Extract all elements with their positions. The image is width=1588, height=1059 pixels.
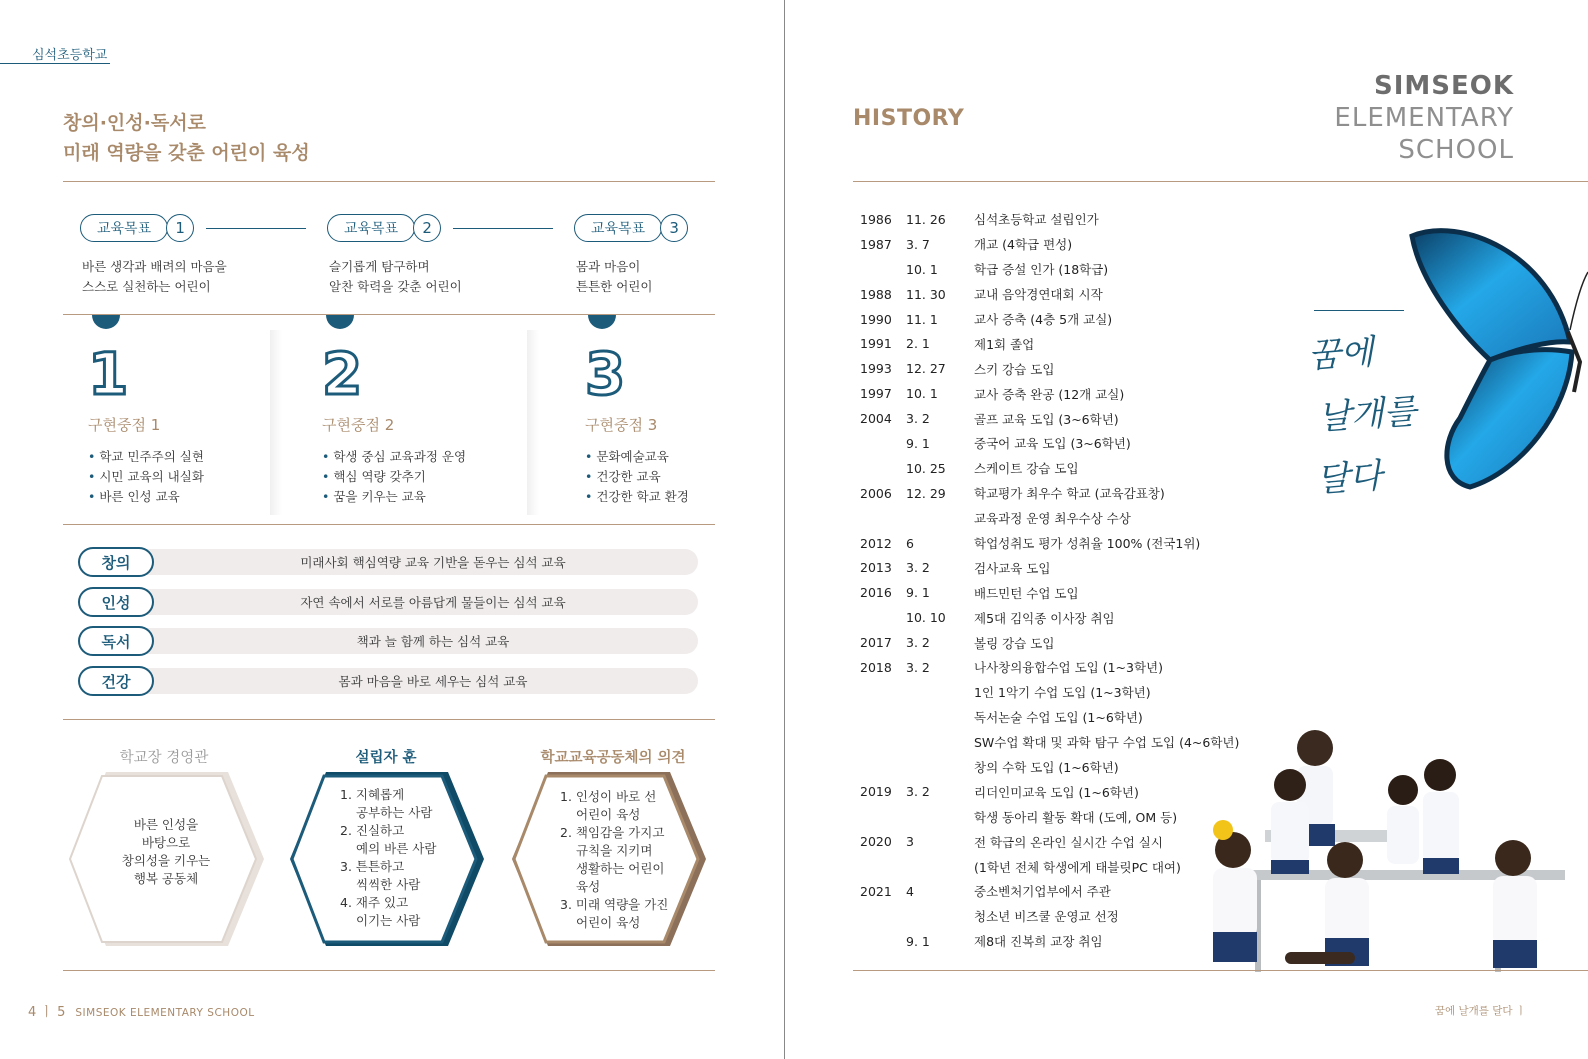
footer-left	[28, 1001, 255, 1020]
value-reading	[78, 626, 698, 656]
goal-text-line: 알찬 학력을 갖춘 어린이	[329, 279, 462, 294]
slogan	[1306, 319, 1423, 512]
timeline-event: 골프 교육 도입 (3~6학년)	[974, 411, 1119, 427]
hex-text-community	[560, 788, 700, 932]
hex-line: 4. 재주 있고	[340, 895, 409, 910]
impl-number: 2	[322, 340, 363, 408]
impl-item: • 시민 교육의 내실화	[88, 467, 308, 487]
timeline-event: 나사창의융합수업 도입 (1~3학년)	[974, 660, 1163, 676]
timeline-row	[860, 356, 1320, 381]
timeline-year: 2012	[860, 535, 892, 551]
hex-text-principal	[98, 816, 234, 888]
timeline-row	[860, 456, 1320, 481]
hex-line: 바른 인성을	[133, 817, 199, 832]
timeline-row	[860, 630, 1320, 655]
timeline-year: 2006	[860, 485, 892, 501]
timeline-event: 청소년 비즈쿨 운영교 선정	[974, 909, 1119, 925]
footer-school-name: SIMSEOK ELEMENTARY SCHOOL	[75, 1007, 255, 1019]
timeline-date: 11. 26	[906, 211, 946, 227]
brand-line: SCHOOL	[1398, 135, 1514, 165]
timeline-event: 학업성취도 평가 성취율 100% (전국1위)	[974, 536, 1201, 552]
value-key: 독서	[78, 626, 154, 656]
timeline-event: 교육과정 운영 최우수상 수상	[974, 511, 1131, 527]
timeline-date: 12. 27	[906, 361, 946, 377]
timeline-row	[860, 531, 1320, 556]
timeline-year: 2021	[860, 883, 892, 899]
hex-line: 예의 바른 사람	[356, 841, 437, 856]
goal-text-line: 바른 생각과 배려의 마음을	[82, 259, 227, 274]
slogan-line: 꿈에	[1306, 332, 1375, 377]
students-photo	[1195, 720, 1575, 972]
mission-statement	[63, 108, 310, 168]
timeline-date: 12. 29	[906, 485, 946, 501]
hex-line: 어린이 육성	[576, 807, 641, 822]
goal-2	[327, 213, 577, 297]
hex-line: 1. 인성이 바로 선	[560, 789, 657, 804]
value-key: 인성	[78, 587, 154, 617]
timeline-row	[860, 431, 1320, 456]
marker-dot	[92, 315, 120, 329]
timeline-date: 10. 1	[906, 386, 938, 402]
impl-title: 구현중점 3	[585, 416, 658, 434]
timeline-row	[860, 207, 1320, 232]
hex-line: 2. 책임감을 가지고	[560, 825, 665, 840]
value-character	[78, 587, 698, 617]
mission-line-1: 창의·인성·독서로	[63, 112, 206, 134]
timeline-year: 1991	[860, 336, 892, 352]
timeline-date: 3. 2	[906, 635, 930, 651]
impl-item: • 문화예술교육	[585, 447, 805, 467]
hex-line: 생활하는 어린이	[576, 861, 665, 876]
divider	[63, 181, 715, 182]
timeline-event: 교사 증축 (4층 5개 교실)	[974, 312, 1113, 327]
implementation-2	[322, 342, 542, 507]
goal-text-line: 스스로 실천하는 어린이	[82, 279, 211, 294]
goal-label: 교육목표	[574, 214, 662, 242]
timeline-row	[860, 381, 1320, 406]
divider	[63, 970, 715, 971]
marker-dot	[588, 315, 616, 329]
goal-number: 2	[413, 214, 441, 242]
value-desc: 자연 속에서 서로를 아름답게 물들이는 심석 교육	[108, 589, 698, 615]
timeline-event: 독서논술 수업 도입 (1~6학년)	[974, 710, 1143, 726]
hex-title-community: 학교교육공동체의 의견	[540, 750, 686, 766]
timeline-year: 1997	[860, 386, 892, 402]
timeline-event: 제1회 졸업	[974, 336, 1035, 352]
brand-block	[1334, 70, 1514, 166]
timeline-event: 개교 (4학급 편성)	[974, 237, 1073, 253]
hex-line: 육성	[576, 879, 601, 894]
timeline-year: 1986	[860, 211, 892, 227]
goal-text-line: 슬기롭게 탐구하며	[329, 259, 430, 274]
timeline-row	[860, 555, 1320, 580]
timeline-row	[860, 481, 1320, 506]
page-numbers: 4 ㅣ 5	[28, 1005, 66, 1020]
timeline-event: (1학년 전체 학생에게 태블릿PC 대여)	[974, 859, 1181, 875]
implementation-1	[88, 342, 308, 507]
timeline-date: 9. 1	[906, 933, 930, 949]
impl-item: • 꿈을 키우는 교육	[322, 487, 542, 507]
timeline-row	[860, 257, 1320, 282]
hex-text-founder	[340, 786, 470, 930]
timeline-date: 4	[906, 883, 914, 899]
timeline-date: 9. 1	[906, 585, 930, 601]
impl-item: • 건강한 학교 환경	[585, 487, 805, 507]
implementation-3	[585, 342, 805, 507]
hex-line: 이기는 사람	[356, 913, 421, 928]
timeline-row	[860, 232, 1320, 257]
timeline-event: 배드민턴 수업 도입	[974, 585, 1079, 601]
goal-1	[80, 213, 330, 297]
goal-label: 교육목표	[327, 214, 415, 242]
value-key: 창의	[78, 547, 154, 577]
timeline-year: 1993	[860, 361, 892, 377]
timeline-event: SW수업 확대 및 과학 탐구 수업 도입 (4~6학년)	[974, 735, 1240, 751]
timeline-event: 1인 1악기 수업 도입 (1~3학년)	[974, 685, 1151, 701]
timeline-event: 학교평가 최우수 학교 (교육감표창)	[974, 486, 1165, 502]
slogan-line: 달다	[1315, 455, 1384, 501]
timeline-year: 1987	[860, 236, 892, 252]
timeline-year: 2004	[860, 411, 892, 427]
marker-dot	[326, 315, 354, 329]
impl-item: • 학교 민주주의 실현	[88, 447, 308, 467]
page-gutter	[784, 0, 785, 1059]
brand-line: ELEMENTARY	[1334, 103, 1514, 133]
timeline-date: 10. 10	[906, 610, 946, 626]
goal-number: 1	[166, 214, 194, 242]
timeline-year: 2020	[860, 834, 892, 850]
impl-number: 3	[585, 340, 626, 408]
impl-number: 1	[88, 340, 129, 408]
timeline-year: 2018	[860, 659, 892, 675]
timeline-event: 제5대 김익종 이사장 취임	[974, 610, 1115, 626]
timeline-event: 창의 수학 도입 (1~6학년)	[974, 760, 1119, 776]
goal-3	[574, 213, 714, 297]
impl-title: 구현중점 1	[88, 416, 161, 434]
impl-item: • 건강한 교육	[585, 467, 805, 487]
hex-line: 어린이 육성	[576, 915, 641, 930]
butterfly-illustration	[1400, 222, 1588, 497]
divider	[63, 719, 715, 720]
timeline-event: 교내 음악경연대회 시작	[974, 287, 1103, 303]
timeline-row	[860, 506, 1320, 531]
timeline-event: 스키 강습 도입	[974, 361, 1055, 377]
value-desc: 몸과 마음을 바로 세우는 심석 교육	[108, 668, 698, 694]
footer-right: 꿈에 날개를 달다 ㅣ	[1434, 1005, 1526, 1017]
impl-item: • 핵심 역량 갖추기	[322, 467, 542, 487]
timeline-event: 학급 증설 인가 (18학급)	[974, 262, 1109, 278]
timeline-row	[860, 680, 1320, 705]
timeline-event: 리더인미교육 도입 (1~6학년)	[974, 784, 1139, 800]
school-tag: 심석초등학교	[0, 36, 110, 64]
timeline-row	[860, 605, 1320, 630]
impl-item: • 바른 인성 교육	[88, 487, 308, 507]
value-desc: 책과 늘 함께 하는 심석 교육	[108, 628, 698, 654]
impl-title: 구현중점 2	[322, 416, 395, 434]
timeline-event: 검사교육 도입	[974, 560, 1051, 576]
value-key: 건강	[78, 666, 154, 696]
hex-title-founder: 설립자 훈	[355, 750, 417, 766]
timeline-row	[860, 655, 1320, 680]
hex-line: 3. 미래 역량을 가진	[560, 897, 669, 912]
timeline-event: 전 학급의 온라인 실시간 수업 실시	[974, 834, 1163, 850]
hex-title-principal: 학교장 경영관	[119, 750, 209, 766]
goal-number: 3	[660, 214, 688, 242]
timeline-year: 2016	[860, 585, 892, 601]
timeline-row	[860, 406, 1320, 431]
timeline-date: 3. 7	[906, 236, 930, 252]
hex-line: 3. 튼튼하고	[340, 859, 405, 874]
hex-line: 바탕으로	[141, 835, 191, 850]
hex-line: 1. 지혜롭게	[340, 787, 405, 802]
timeline-date: 11. 1	[906, 311, 938, 327]
timeline-year: 2019	[860, 784, 892, 800]
brand-line: SIMSEOK	[1373, 71, 1514, 101]
timeline-date: 3	[906, 834, 914, 850]
timeline-event: 볼링 강습 도입	[974, 635, 1055, 651]
hex-line: 창의성을 키우는	[121, 853, 211, 868]
timeline-date: 3. 2	[906, 659, 930, 675]
timeline-row	[860, 580, 1320, 605]
hex-line: 2. 진실하고	[340, 823, 405, 838]
goal-label: 교육목표	[80, 214, 168, 242]
timeline-date: 3. 2	[906, 411, 930, 427]
hex-line: 공부하는 사람	[356, 805, 433, 820]
goal-connector	[453, 228, 553, 229]
divider	[853, 970, 1588, 971]
timeline-date: 11. 30	[906, 286, 946, 302]
mission-line-2: 미래 역량을 갖춘 어린이 육성	[63, 142, 310, 164]
hex-line: 규칙을 지키며	[576, 843, 653, 858]
timeline-event: 심석초등학교 설립인가	[974, 212, 1099, 228]
history-title: HISTORY	[853, 106, 965, 131]
timeline-row	[860, 331, 1320, 356]
timeline-event: 중소벤처기업부에서 주관	[974, 884, 1111, 900]
timeline-event: 교사 증축 완공 (12개 교실)	[974, 386, 1125, 402]
goal-text-line: 튼튼한 어린이	[576, 279, 653, 294]
timeline-event: 스케이트 강습 도입	[974, 461, 1079, 477]
slogan-line: 날개를	[1316, 391, 1418, 439]
goal-connector	[206, 228, 306, 229]
value-health	[78, 666, 698, 696]
slogan-rule	[1314, 310, 1404, 311]
divider	[63, 314, 715, 315]
timeline-date: 10. 25	[906, 460, 946, 476]
divider	[63, 524, 715, 525]
timeline-year: 2013	[860, 560, 892, 576]
goal-text-line: 몸과 마음이	[576, 259, 641, 274]
timeline-date: 10. 1	[906, 261, 938, 277]
timeline-year: 1990	[860, 311, 892, 327]
timeline-row	[860, 307, 1320, 332]
timeline-event: 학생 동아리 활동 확대 (도예, OM 등)	[974, 809, 1178, 825]
value-creativity	[78, 547, 698, 577]
timeline-event: 제8대 진복희 교장 취임	[974, 934, 1103, 950]
timeline-date: 2. 1	[906, 336, 930, 352]
timeline-year: 1988	[860, 286, 892, 302]
timeline-date: 9. 1	[906, 435, 930, 451]
timeline-date: 3. 2	[906, 560, 930, 576]
timeline-date: 3. 2	[906, 784, 930, 800]
timeline-year: 2017	[860, 635, 892, 651]
divider	[853, 181, 1588, 182]
impl-item: • 학생 중심 교육과정 운영	[322, 447, 542, 467]
value-desc: 미래사회 핵심역량 교육 기반을 돋우는 심석 교육	[108, 549, 698, 575]
timeline-date: 6	[906, 535, 914, 551]
hex-line: 씩씩한 사람	[356, 877, 421, 892]
timeline-row	[860, 282, 1320, 307]
timeline-event: 중국어 교육 도입 (3~6학년)	[974, 436, 1131, 452]
hex-line: 행복 공동체	[133, 871, 199, 886]
